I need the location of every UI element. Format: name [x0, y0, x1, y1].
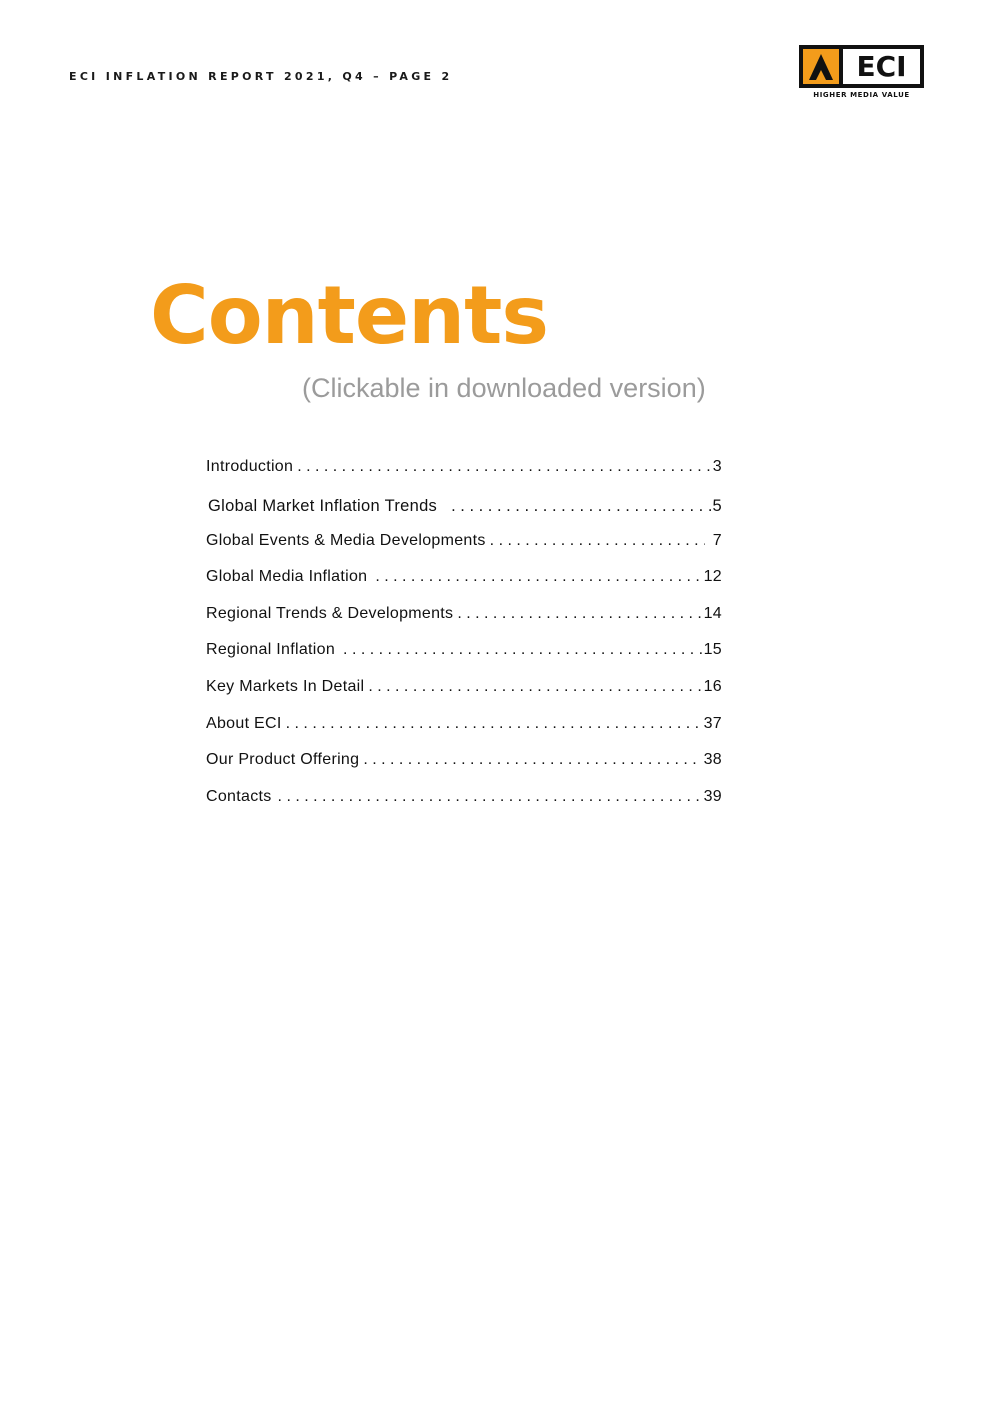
toc-item-global-media-inflation[interactable]: [206, 568, 722, 590]
toc-item-page: 37: [703, 715, 722, 732]
toc-leader-dots: [286, 715, 702, 733]
toc-item-key-markets-in-detail[interactable]: [206, 678, 722, 700]
toc-item-label: Our Product Offering: [206, 751, 360, 768]
toc-item-page: 3: [712, 458, 722, 475]
toc-item-regional-trends-developments[interactable]: [206, 605, 722, 627]
toc-item-label: Regional Trends & Developments: [206, 605, 454, 622]
toc-leader-dots: [490, 532, 705, 550]
toc-item-page: 14: [703, 605, 722, 622]
toc-item-page: 38: [703, 751, 722, 768]
page-subtitle: (Clickable in downloaded version): [302, 373, 706, 403]
toc-item-page: 16: [703, 678, 722, 695]
logo-tagline: HIGHER MEDIA VALUE: [813, 91, 910, 99]
toc-item-page: 12: [703, 568, 722, 585]
toc-leader-dots: [368, 678, 701, 696]
toc-item-label: About ECI: [206, 715, 282, 732]
toc-item-page: 15: [703, 641, 722, 658]
toc-item-page: 7: [712, 532, 722, 549]
logo-arrow-icon: [803, 49, 839, 84]
toc-item-about-eci[interactable]: [206, 715, 722, 737]
toc-leader-dots: [278, 788, 702, 806]
toc-leader-dots: [363, 751, 701, 769]
toc-leader-dots: [457, 605, 701, 623]
toc-item-our-product-offering[interactable]: [206, 751, 722, 773]
toc-item-global-market-inflation-trends[interactable]: [206, 497, 722, 519]
running-header: ECI INFLATION REPORT 2021, Q4 – PAGE 2: [69, 70, 453, 83]
toc-item-regional-inflation[interactable]: [206, 641, 722, 663]
eci-logo: [799, 45, 924, 101]
toc-item-label: Introduction: [206, 458, 294, 475]
toc-item-contacts[interactable]: [206, 788, 722, 810]
toc-item-global-events-media-developments[interactable]: [206, 532, 722, 554]
toc-item-page: 5: [712, 497, 722, 515]
toc-item-label: Global Events & Media Developments: [206, 532, 486, 549]
logo-mark: [803, 49, 839, 84]
toc-item-introduction[interactable]: [206, 458, 722, 480]
toc-item-label: Key Markets In Detail: [206, 678, 365, 695]
logo-wordmark: ECI: [856, 50, 907, 83]
toc-item-label: Regional Inflation: [206, 641, 336, 658]
toc-item-label: Global Media Inflation: [206, 568, 368, 585]
toc-leader-dots: [375, 568, 701, 586]
toc-item-label: Contacts: [206, 788, 272, 805]
page-title: Contents: [150, 269, 548, 362]
toc-leader-dots: [451, 497, 710, 516]
toc-item-label: Global Market Inflation Trends: [208, 497, 438, 515]
toc-item-page: 39: [703, 788, 722, 805]
toc-leader-dots: [343, 641, 702, 659]
toc-leader-dots: [297, 458, 711, 476]
